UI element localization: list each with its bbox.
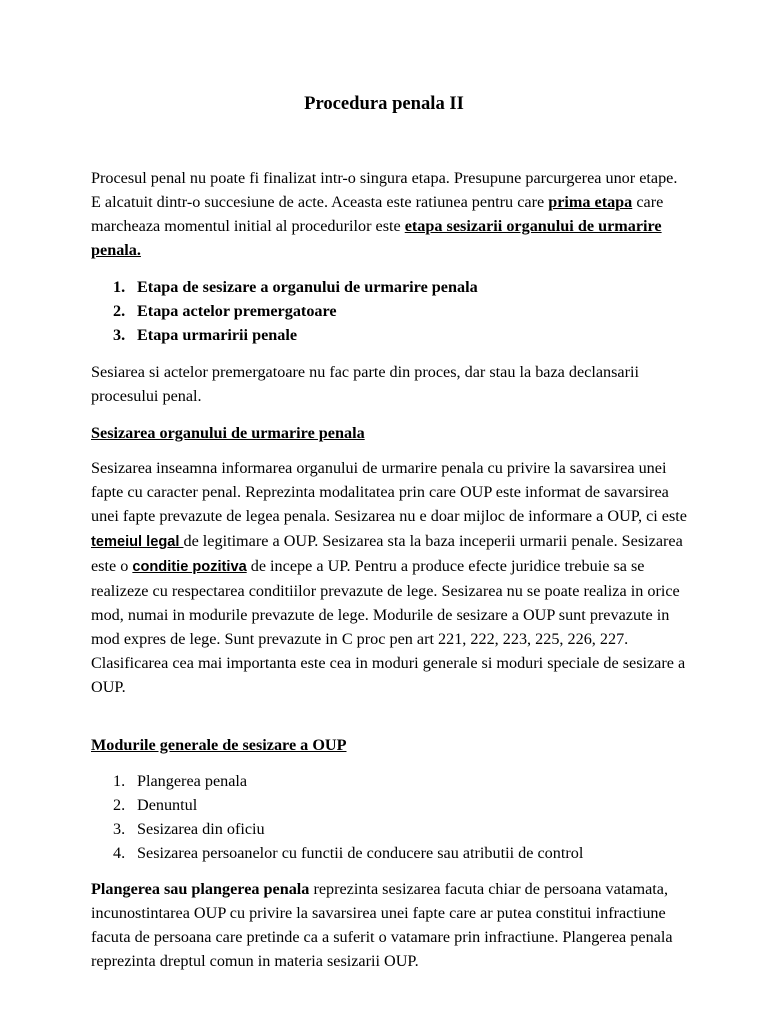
section-heading-sesizarea: Sesizarea organului de urmarire penala — [91, 424, 365, 442]
intro-paragraph — [91, 166, 691, 262]
list-item: 2. Denuntul — [113, 796, 198, 814]
intro-text-1: Procesul penal nu poate fi finalizat intr-o singura etapa. Presupune parcurgerea unor etape. E alcatuit dintr-o succesiune de acte. Aceasta este ratiunea pentru care — [91, 169, 678, 211]
sesizarea-paragraph: Sesizarea inseamna informarea organului de urmarire penala cu privire la savarsirea unei fapte cu caracter penal. Reprezinta modalitatea prin care OUP este informat de savarsirea unei fapte prevazute de legea penala. Sesizarea nu e doar mijloc de informare a OUP, ci este temeiul legal de legitimare a OUP. Sesizarea sta la baza inceperii urmarii penale. Sesizarea este o conditie pozitiva de incepe a UP. Pentru a produce efecte juridice trebuie sa se realizeze cu respectarea conditiilor prevazute de lege. Sesizarea nu se poate realiza in orice mod, numai in modurile prevazute de lege. Modurile de sesizare a OUP sunt prevazute in mod expres de lege. Sunt prevazute in C proc pen art 221, 222, 223, 225, 226, 227. Clasificarea cea mai importanta este cea in moduri generale si moduri speciale de sesizare a OUP. — [91, 459, 687, 696]
modes-list — [91, 769, 711, 865]
list-item: 1. Etapa de sesizare a organului de urmarire penala — [113, 278, 478, 296]
etapa-sesizarii-term: etapa sesizarii organului de urmarire penala. — [91, 217, 662, 259]
list-item: 4. Sesizarea persoanelor cu functii de conducere sau atributii de control — [113, 844, 584, 862]
temeiul-legal-term: temeiul legal — [91, 534, 184, 550]
plangerea-term: Plangerea sau plangerea penala — [91, 880, 310, 898]
list-item: 1. Plangerea penala — [113, 772, 248, 790]
list-item: 2. Etapa actelor premergatoare — [113, 302, 337, 320]
section-heading-moduri: Modurile generale de sesizare a OUP — [91, 736, 347, 754]
list-item: 3. Sesizarea din oficiu — [113, 820, 265, 838]
plangerea-paragraph: Plangerea sau plangerea penala reprezinta sesizarea facuta chiar de persoana vatamata, incunostintarea OUP cu privire la savarsirea unei fapte care ar putea constitui infractiune facuta de persoana care pretinde ca a suferit o vatamare prin infractiune. Plangerea penala reprezinta dreptul comun in materia sesizarii OUP. — [91, 880, 673, 970]
stages-list — [91, 275, 711, 347]
intro-text-2: care marcheaza momentul initial al procedurilor este — [91, 193, 664, 235]
premergatoare-paragraph: Sesiarea si actelor premergatoare nu fac parte din proces, dar stau la baza declansarii procesului penal. — [91, 363, 640, 405]
document-title: Procedura penala II — [304, 93, 464, 114]
list-item: 3. Etapa urmaririi penale — [113, 326, 298, 344]
prima-etapa-term: prima etapa — [548, 193, 633, 211]
conditie-pozitiva-term: conditie pozitiva — [132, 559, 247, 575]
